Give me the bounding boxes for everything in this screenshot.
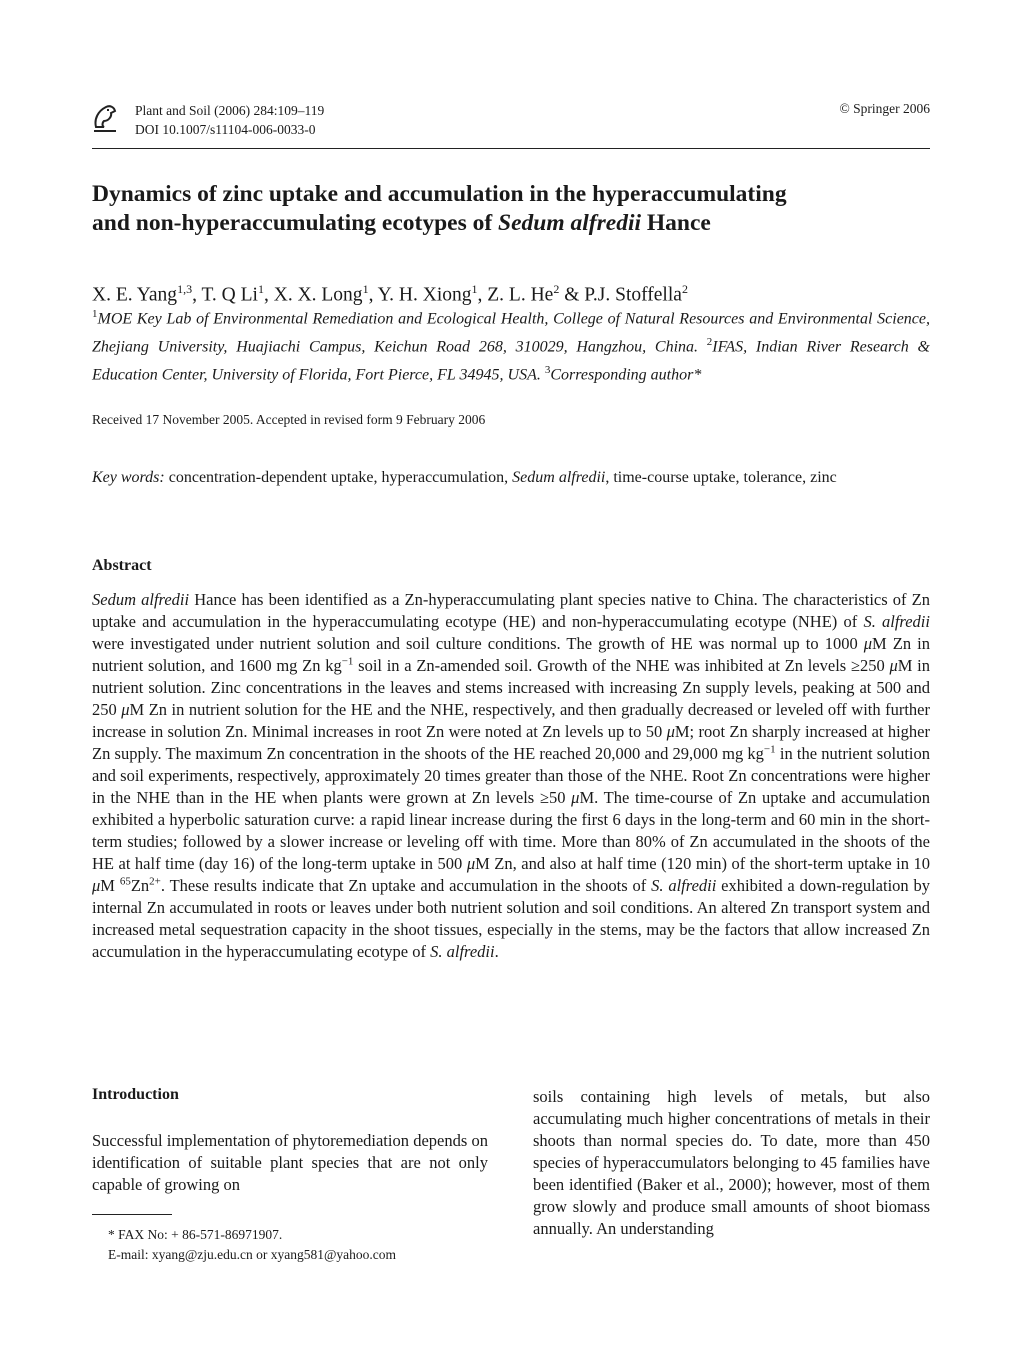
author-affil-sup: 2	[553, 282, 560, 296]
springer-horse-logo-icon	[90, 101, 120, 135]
footnote-email: E-mail: xyang@zju.edu.cn or xyang581@yahoo.com	[108, 1247, 397, 1262]
exponent: −1	[341, 655, 354, 668]
affil-sup: 2	[706, 335, 713, 348]
abstract-text: soil in a Zn-amended soil. Growth of the NHE was inhibited at Zn levels ≥250	[353, 656, 890, 675]
publisher-copyright: © Springer 2006	[839, 101, 930, 116]
mu-symbol: μ	[121, 700, 130, 719]
mu-symbol: μ	[92, 876, 101, 895]
author-affil-sup: 1,3	[177, 282, 193, 296]
title-line-2	[92, 209, 932, 238]
introduction-left-column: Successful implementation of phytoremediation depends on identification of suitable plant species that are not only capable of growing on	[92, 1131, 488, 1194]
header-rule	[92, 148, 930, 149]
species-name: S. alfredii	[430, 942, 495, 961]
article-title	[92, 180, 932, 238]
abstract-text: M Zn, and also at half time (120 min) of the short-term uptake in 10	[475, 854, 930, 873]
footnote-fax: * FAX No: + 86-571-86971907.	[108, 1227, 283, 1242]
keywords-label: Key words:	[92, 469, 165, 486]
author-name: P.J. Stoffella	[584, 284, 682, 306]
mu-symbol: μ	[889, 656, 898, 675]
author-affil-sup: 1	[257, 282, 264, 296]
received-dates: Received 17 November 2005. Accepted in revised form 9 February 2006	[92, 412, 486, 427]
affiliations	[92, 303, 930, 386]
title-text: Hance	[641, 210, 711, 236]
author-name: T. Q Li	[201, 284, 258, 306]
abstract-text: exhibited a down-regulation by internal Zn accumulated in roots or leaves under both nutrient solution and soil conditions. An altered Zn transport system and increased metal sequestration capacity in the shoot tissues, especially in the stems, may be the factors that allow increased Zn accumulation in the hyperaccumulating ecotype of	[92, 876, 931, 961]
affiliation-1: MOE Key Lab of Environmental Remediation and Ecological Health, College of Natural Resources and Environmental Science, Zhejiang University, Huajiachi Campus, Keichun Road 268, 310029, Hangzhou, China.	[92, 310, 930, 356]
mu-symbol: μ	[466, 854, 476, 873]
author-name: Z. L. He	[487, 284, 554, 306]
isotope-mass: 65	[119, 875, 131, 888]
abstract-body	[92, 589, 930, 963]
footnote-rule	[92, 1214, 172, 1215]
keywords	[92, 467, 930, 489]
abstract-text: were investigated under nutrient solution and soil culture conditions. The growth of HE was normal up to 1000	[92, 634, 864, 653]
keywords-species: Sedum alfredii	[512, 469, 606, 486]
affiliation-2: IFAS, Indian River Research & Education Center, University of Florida, Fort Pierce, FL 34945, USA.	[92, 338, 930, 383]
species-name: Sedum alfredii	[92, 590, 190, 609]
species-name: S. alfredii	[651, 876, 717, 895]
doi: DOI 10.1007/s11104-006-0033-0	[135, 122, 316, 137]
title-species: Sedum alfredii	[498, 210, 642, 236]
abstract-text: M in nutrient solution. Zinc concentrations in the leaves and stems increased with increasing Zn supply levels, peaking at 500 and 250	[92, 656, 930, 719]
author-name: Y. H. Xiong	[377, 284, 472, 306]
element-symbol: Zn	[130, 876, 150, 895]
keywords-text: , time-course uptake, tolerance, zinc	[605, 469, 837, 486]
author-sep: &	[559, 284, 585, 306]
abstract-text: M; root Zn sharply increased at higher Zn supply. The maximum Zn concentration in the shoots of the HE reached 20,000 and 29,000 mg kg	[92, 722, 930, 763]
abstract-text: M. The time-course of Zn uptake and accumulation exhibited a hyperbolic saturation curve: a rapid linear increase during the first 6 days in the long-term and 60 min in the short-term studies; followed by a slower increase or leveling off with time. More than 80% of Zn accumulated in the shoots of the HE at half time (day 16) of the long-term uptake in 500	[92, 788, 931, 873]
abstract-text: . These results indicate that Zn uptake and accumulation in the shoots of	[160, 876, 652, 895]
abstract-text: M Zn in nutrient solution, and 1600 mg Zn kg	[92, 634, 930, 675]
species-name: S. alfredii	[863, 612, 930, 631]
mu-symbol: μ	[571, 788, 580, 807]
abstract-text: in the nutrient solution and soil experiments, respectively, approximately 20 times greater than those of the NHE. Root Zn concentrations were higher in the NHE than in the HE when plants were grown at Zn levels ≥50	[92, 744, 930, 807]
author-affil-sup: 2	[681, 282, 688, 296]
journal-citation: Plant and Soil (2006) 284:109–119	[135, 103, 325, 118]
exponent: −1	[763, 743, 776, 756]
abstract-text: .	[494, 942, 499, 961]
abstract-text: M Zn in nutrient solution for the HE and the NHE, respectively, and then gradually decreased or leveled off with further increase in solution Zn. Minimal increases in root Zn were noted at Zn levels up to 50	[92, 700, 930, 741]
abstract-heading: Abstract	[92, 557, 152, 574]
mu-symbol: μ	[666, 722, 675, 741]
author-affil-sup: 1	[471, 282, 478, 296]
author-sep: ,	[477, 284, 488, 306]
ion-charge: 2+	[149, 875, 161, 888]
author-sep: ,	[192, 284, 202, 306]
author-sep: ,	[263, 284, 274, 306]
introduction-right-column: soils containing high levels of metals, but also accumulating much higher concentrations of metals in their shoots than normal species do. To date, more than 450 species of hyperaccumulators belonging to 45 families have been identified (Baker et al., 2000); however, most of them grow slowly and produce small amounts of shoot biomass annually. An understanding	[533, 1087, 930, 1238]
corresponding-author-note: Corresponding author*	[550, 365, 702, 383]
abstract-text: M	[100, 876, 120, 895]
author-name: X. E. Yang	[92, 284, 178, 306]
author-sep: ,	[368, 284, 378, 306]
introduction-heading: Introduction	[92, 1086, 179, 1103]
affil-sup: 1	[92, 308, 98, 320]
mu-symbol: μ	[863, 634, 873, 653]
affil-sup: 3	[544, 363, 551, 376]
footnote	[108, 1225, 396, 1265]
abstract-text: Hance has been identified as a Zn-hyperaccumulating plant species native to China. The characteristics of Zn uptake and accumulation in the hyperaccumulating ecotype (HE) and non-hyperaccumulating ecotype (NHE) of	[92, 590, 930, 631]
title-text: and non-hyperaccumulating ecotypes of	[92, 210, 499, 236]
author-name: X. X. Long	[273, 284, 363, 306]
author-affil-sup: 1	[362, 282, 369, 296]
journal-meta	[135, 101, 324, 139]
title-line-1: Dynamics of zinc uptake and accumulation in the hyperaccumulating	[92, 181, 787, 207]
keywords-text: concentration-dependent uptake, hyperaccumulation,	[164, 469, 513, 486]
